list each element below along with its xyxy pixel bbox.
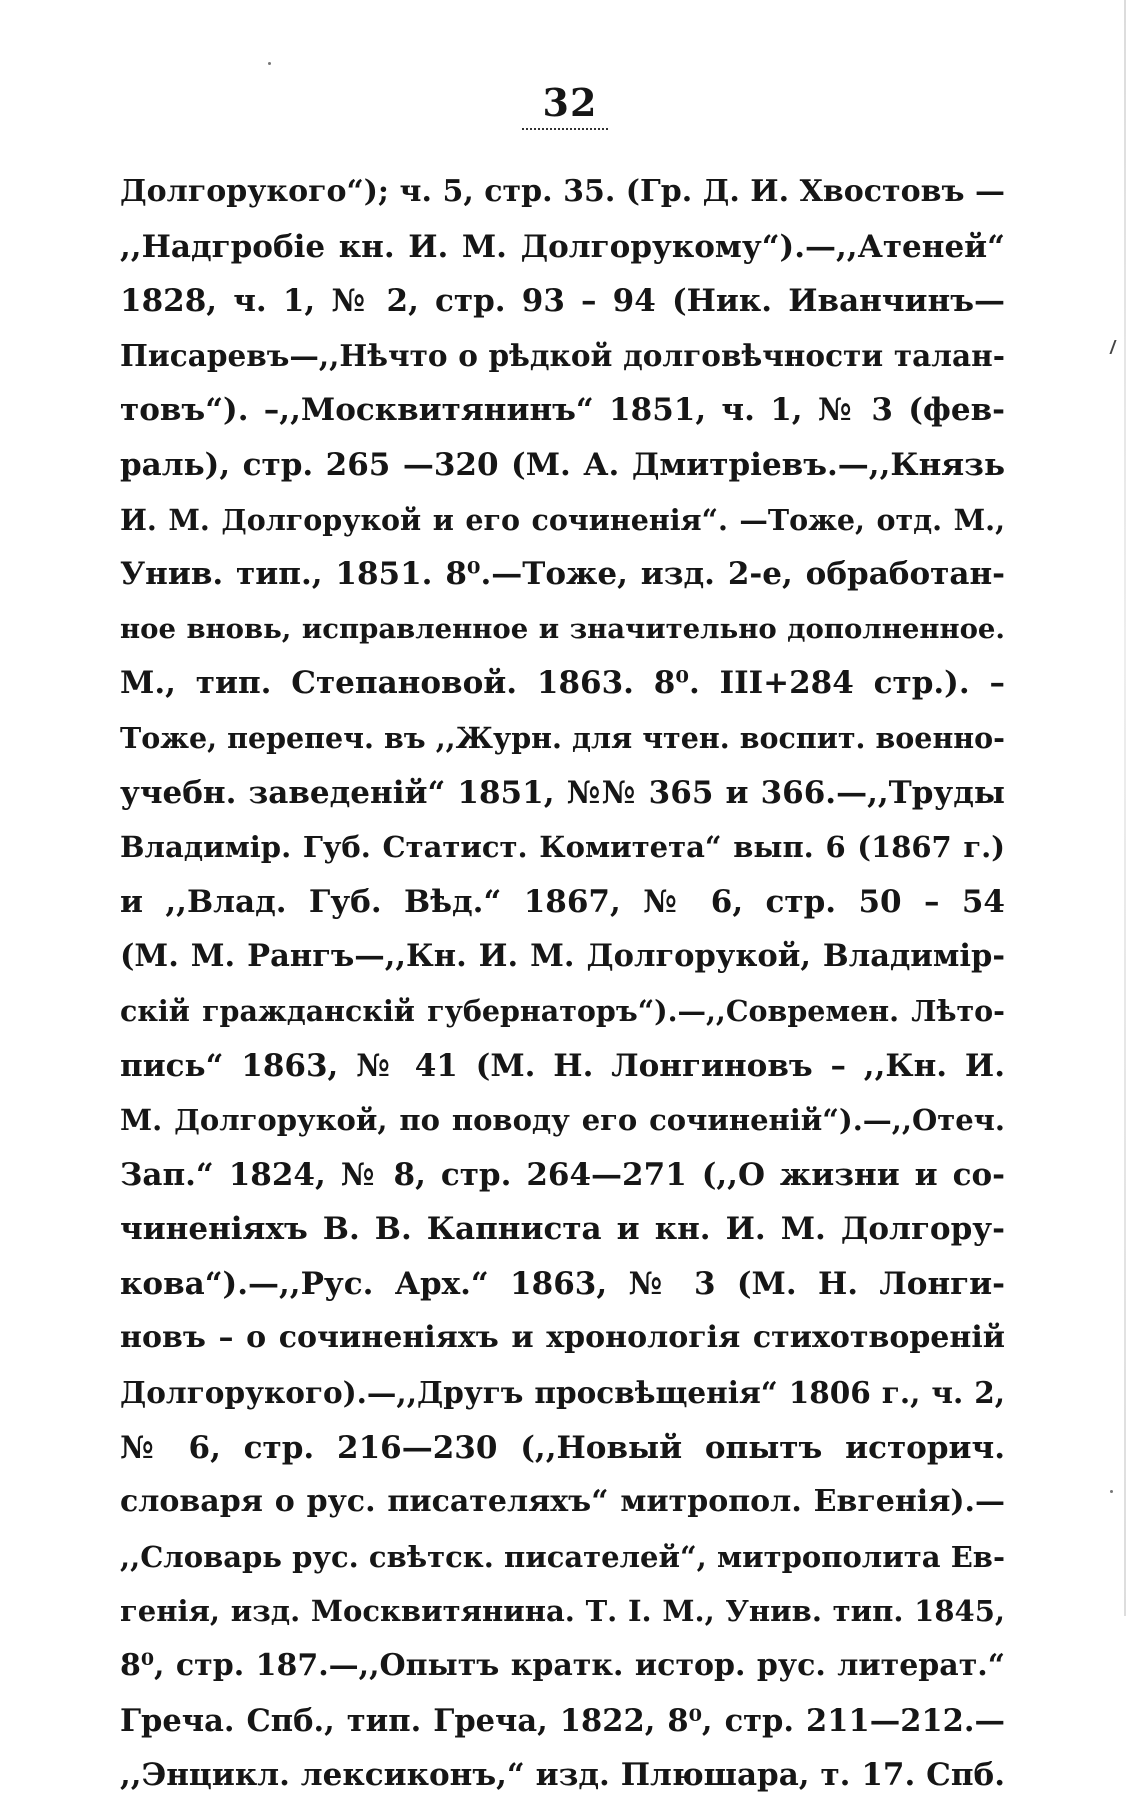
text-line: скій гражданскій губернаторъ“).—,,Современ. Лѣто-: [120, 993, 1005, 1028]
page-edge: [1124, 0, 1126, 1616]
text-line: Греча. Спб., тип. Греча, 1822, 8⁰, стр. 211—212.—: [120, 1702, 1005, 1739]
text-line: ,,Словарь рус. свѣтск. писателей“, митрополита Ев-: [120, 1539, 1005, 1574]
text-line: № 6, стр. 216—230 (,,Новый опытъ историч.: [120, 1429, 1005, 1466]
text-line: И. М. Долгорукой и его сочиненія“. —Тоже, отд. М.,: [120, 502, 1005, 537]
body-text: [120, 165, 1005, 1803]
text-line: генія, изд. Москвитянина. Т. I. М., Унив. тип. 1845,: [120, 1594, 1005, 1629]
text-line: М. Долгорукой, по поводу его сочиненій“).—,,Отеч.: [120, 1103, 1005, 1138]
text-line: пись“ 1863, № 41 (М. Н. Лонгиновъ – ,,Кн. И.: [120, 1047, 1005, 1084]
text-line: Унив. тип., 1851. 8⁰.—Тоже, изд. 2-е, обработан-: [120, 556, 1005, 593]
text-line: Долгорукого).—,,Другъ просвѣщенія“ 1806 г., ч. 2,: [120, 1375, 1005, 1411]
text-line: М., тип. Степановой. 1863. 8⁰. III+284 стр.). –: [120, 665, 1005, 702]
text-line: и ,,Влад. Губ. Вѣд.“ 1867, № 6, стр. 50 – 54: [120, 883, 1005, 920]
text-line: ,,Надгробіе кн. И. М. Долгорукому“).—,,Атеней“: [120, 228, 1005, 265]
text-line: новъ – о сочиненіяхъ и хронологія стихотвореній: [120, 1320, 1005, 1356]
text-line: 1828, ч. 1, № 2, стр. 93 – 94 (Ник. Иванчинъ—: [120, 283, 1005, 320]
text-line: ,,Энцикл. лексиконъ,“ изд. Плюшара, т. 17. Спб.: [120, 1757, 1005, 1794]
text-line: ное вновь, исправленное и значительно дополненное.: [120, 612, 1005, 645]
page-number-rule: [522, 128, 608, 130]
paper-speck: [268, 62, 271, 65]
text-line: чиненіяхъ В. В. Капниста и кн. И. М. Долгору-: [120, 1211, 1005, 1248]
text-line: Писаревъ—,,Нѣчто о рѣдкой долговѣчности талан-: [120, 337, 1005, 373]
text-line: Тоже, перепеч. въ ,,Журн. для чтен. воспит. военно-: [120, 720, 1005, 755]
margin-mark: [1109, 340, 1122, 354]
text-line: словаря о рус. писателяхъ“ митропол. Евгенія).—: [120, 1484, 1005, 1520]
text-line: 8⁰, стр. 187.—,,Опытъ кратк. истор. рус. литерат.“: [120, 1648, 1005, 1684]
text-line: Зап.“ 1824, № 8, стр. 264—271 (,,О жизни и со-: [120, 1156, 1005, 1193]
text-line: (М. М. Рангъ—,,Кн. И. М. Долгорукой, Владимір-: [120, 938, 1005, 975]
text-line: учебн. заведеній“ 1851, №№ 365 и 366.—,,Труды: [120, 774, 1005, 811]
text-line: кова“).—,,Рус. Арх.“ 1863, № 3 (М. Н. Лонги-: [120, 1265, 1005, 1302]
text-line: раль), стр. 265 —320 (М. А. Дмитріевъ.—,,Князь: [120, 446, 1005, 483]
text-line: товъ“). –,,Москвитянинъ“ 1851, ч. 1, № 3 (фев-: [120, 392, 1005, 429]
text-line: Владимір. Губ. Статист. Комитета“ вып. 6 (1867 г.): [120, 830, 1005, 865]
text-line: Долгорукого“); ч. 5, стр. 35. (Гр. Д. И. Хвостовъ —: [120, 174, 1005, 209]
paper-speck: [1110, 1490, 1113, 1493]
page-number: 32: [542, 80, 598, 125]
